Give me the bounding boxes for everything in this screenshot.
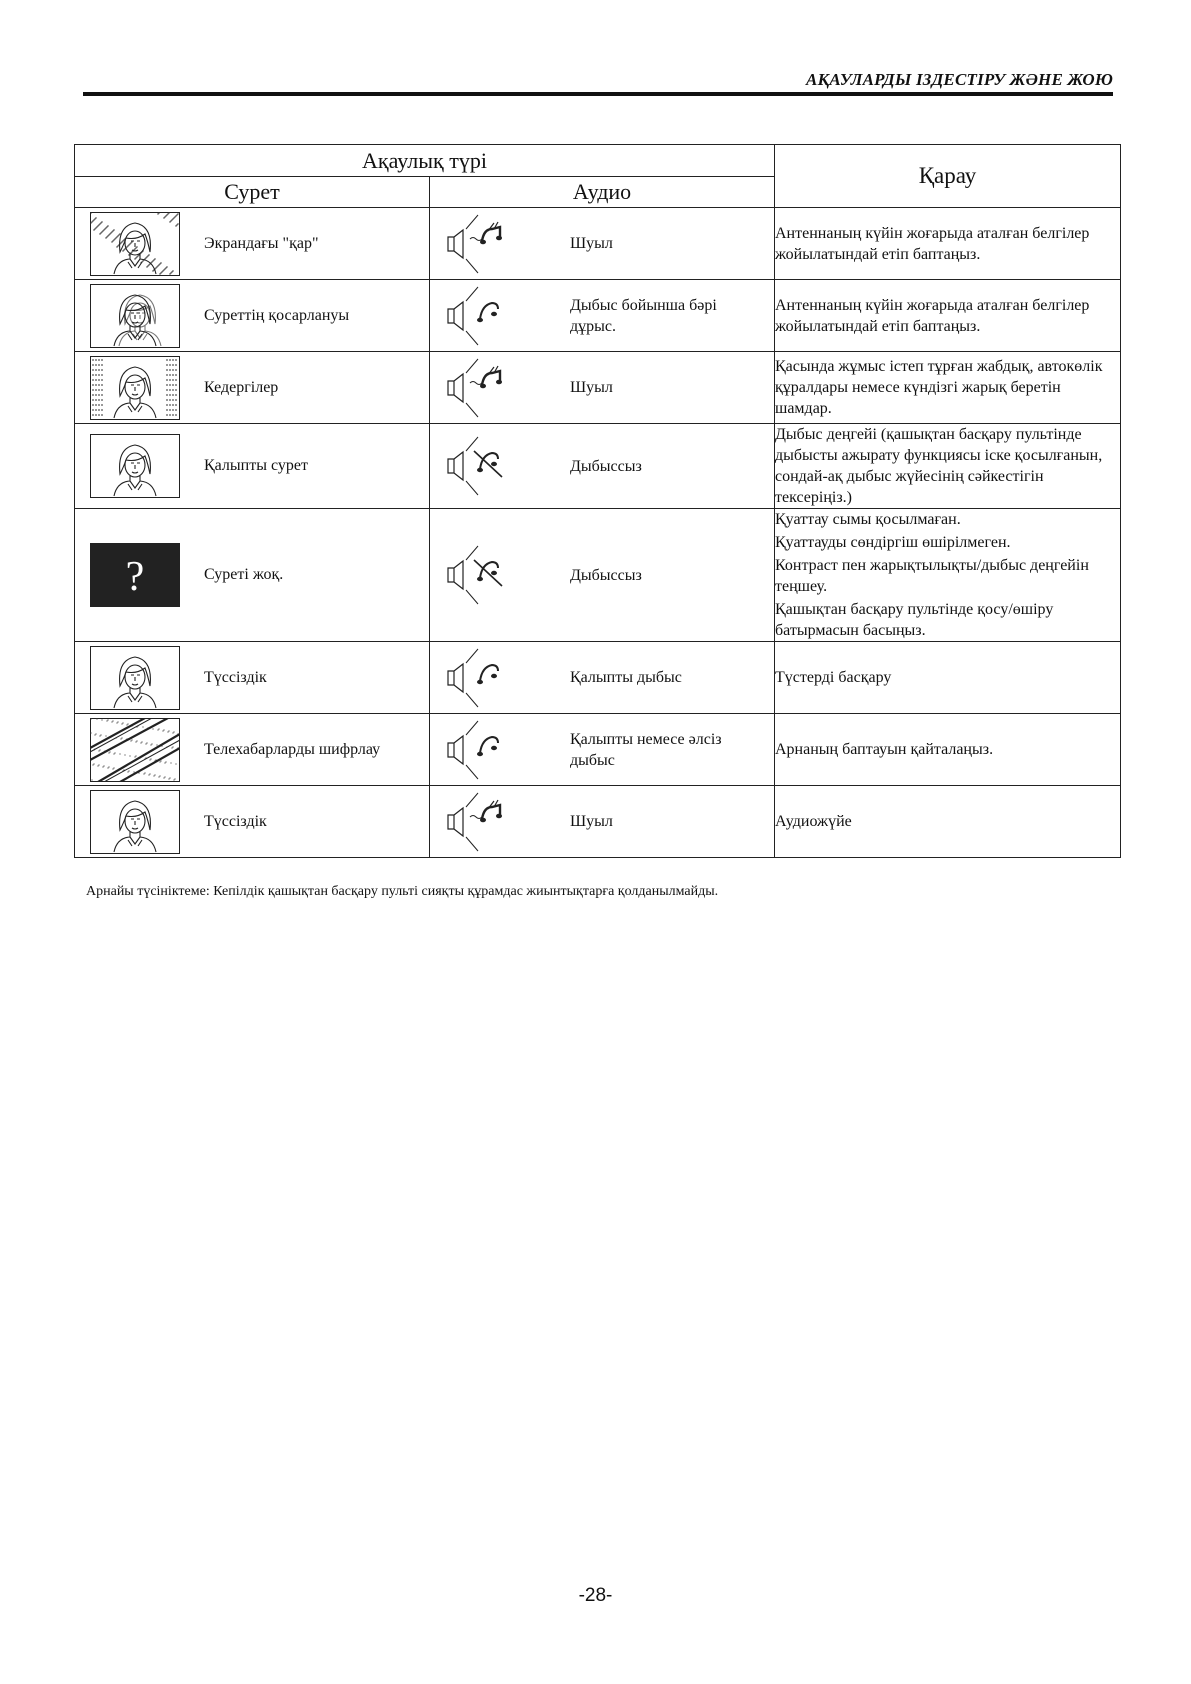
picture-cell [75, 424, 430, 509]
table-row [75, 642, 1121, 714]
view-line: Контраст пен жарықтылықты/дыбыс деңгейін теңшеу. [775, 557, 1089, 595]
picture-cell [75, 208, 430, 280]
music-speaker-icon [442, 281, 508, 351]
picture-symptom: Телехабарларды шифрлау [204, 740, 381, 758]
normal-picture-icon [90, 790, 180, 854]
audio-symptom: Қалыпты дыбыс [570, 669, 682, 686]
view-cell [775, 280, 1121, 352]
audio-cell [430, 509, 775, 642]
scrambled-icon [90, 718, 180, 782]
view-line: Қасында жұмыс істеп тұрған жабдық, автокөлік құралдары немесе күндізгі жарық беретін шамдар. [775, 358, 1103, 417]
audio-symptom: Дыбыссыз [570, 457, 642, 475]
view-cell [775, 642, 1121, 714]
view-line: Арнаның баптауын қайталаңыз. [775, 741, 994, 758]
snow-noise-icon [90, 212, 180, 276]
table-row [75, 714, 1121, 786]
audio-symptom: Қалыпты немесе әлсіз дыбыс [570, 730, 722, 769]
view-header: Қарау [775, 145, 1121, 208]
noise-speaker-icon [442, 353, 508, 423]
header-rule [83, 92, 1113, 96]
audio-symptom: Дыбыссыз [570, 566, 642, 584]
view-line: Түстерді басқару [775, 669, 892, 686]
music-speaker-icon [442, 715, 508, 785]
picture-symptom: Экрандағы "қар" [204, 234, 319, 252]
audio-symptom: Дыбыс бойынша бәрі дұрыс. [570, 296, 717, 335]
view-line: Дыбыс деңгейі (қашықтан басқару пультінде дыбысты ажырату функциясы іске қосылғанын, сондай-ақ дыбыс жүйесінің сәйкестігін тексеріңіз.) [775, 426, 1103, 506]
audio-cell [430, 642, 775, 714]
picture-cell [75, 786, 430, 858]
noise-speaker-icon [442, 209, 508, 279]
muted-speaker-icon [442, 431, 508, 501]
view-line: Қуаттау сымы қосылмаған. [775, 511, 961, 528]
picture-cell [75, 714, 430, 786]
table-row [75, 280, 1121, 352]
table-row [75, 424, 1121, 509]
audio-cell [430, 714, 775, 786]
view-line: Аудиожүйе [775, 813, 852, 830]
audio-symptom: Шуыл [570, 235, 613, 252]
table-row [75, 509, 1121, 642]
picture-symptom: Суреті жоқ. [204, 566, 284, 583]
picture-cell [75, 352, 430, 424]
picture-cell [75, 642, 430, 714]
view-line: Қашықтан басқару пультінде қосу/өшіру батырмасын басыңыз. [775, 601, 1054, 639]
picture-cell [75, 280, 430, 352]
no-picture-icon [90, 543, 180, 607]
view-cell [775, 509, 1121, 642]
muted-speaker-icon [442, 540, 508, 610]
picture-symptom: Суреттің қосарлануы [204, 306, 350, 324]
page-header-title: АҚАУЛАРДЫ ІЗДЕСТІРУ ЖӘНЕ ЖОЮ [806, 70, 1113, 89]
normal-picture-icon [90, 646, 180, 710]
noise-speaker-icon [442, 787, 508, 857]
view-line: Антеннаның күйін жоғарыда аталған белгілер жойылатындай етіп баптаңыз. [775, 224, 1090, 263]
page-number: -28- [578, 1585, 613, 1606]
audio-cell [430, 280, 775, 352]
picture-cell [75, 509, 430, 642]
ghost-image-icon [90, 284, 180, 348]
troubleshooting-table [74, 144, 1121, 858]
view-cell [775, 786, 1121, 858]
audio-cell [430, 786, 775, 858]
fault-type-header: Ақаулық түрі [75, 145, 775, 177]
music-speaker-icon [442, 643, 508, 713]
view-cell [775, 352, 1121, 424]
view-cell [775, 714, 1121, 786]
footnote: Арнайы түсініктеме: Кепілдік қашықтан басқару пульті сияқты құрамдас жиынтықтарға қолданылмайды. [86, 884, 719, 899]
picture-symptom: Кедергілер [204, 378, 279, 396]
view-cell [775, 424, 1121, 509]
audio-header: Аудио [430, 177, 775, 208]
table-row [75, 208, 1121, 280]
audio-cell [430, 208, 775, 280]
view-cell [775, 208, 1121, 280]
audio-cell [430, 424, 775, 509]
table-row [75, 786, 1121, 858]
question-glyph: ? [125, 554, 145, 600]
normal-picture-icon [90, 434, 180, 498]
interference-icon [90, 356, 180, 420]
picture-symptom: Түссіздік [204, 668, 267, 686]
audio-symptom: Шуыл [570, 813, 613, 830]
audio-cell [430, 352, 775, 424]
view-line: Антеннаның күйін жоғарыда аталған белгілер жойылатындай етіп баптаңыз. [775, 296, 1090, 335]
table-row [75, 352, 1121, 424]
picture-symptom: Қалыпты сурет [204, 457, 308, 474]
picture-symptom: Түссіздік [204, 812, 267, 830]
audio-symptom: Шуыл [570, 379, 613, 396]
picture-header: Сурет [75, 177, 430, 208]
view-line: Қуаттауды сөндіргіш өшірілмеген. [775, 534, 1011, 551]
